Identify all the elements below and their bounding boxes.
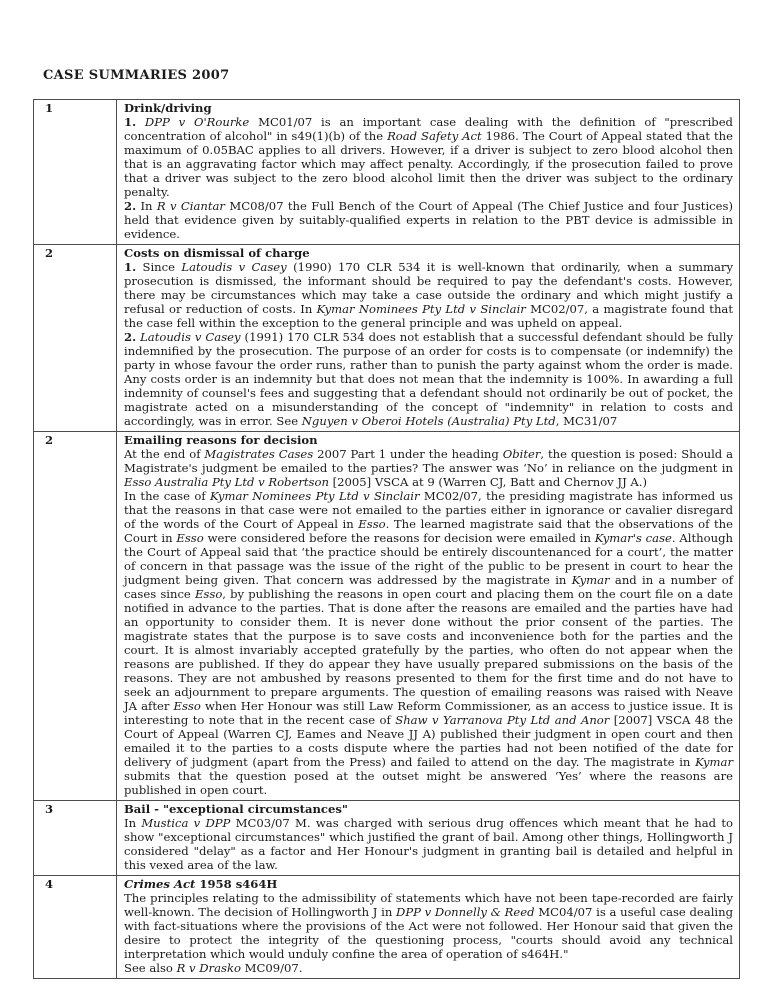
text-segment: submits that the question posed at the outset might be answered ‘Yes’ where the reasons are published in open court.	[124, 769, 733, 797]
case-heading	[124, 246, 733, 260]
case-heading	[124, 877, 733, 891]
text-segment: R v Ciantar	[156, 199, 225, 213]
case-paragraph	[124, 961, 733, 975]
text-segment: Road Safety Act	[387, 129, 482, 143]
text-segment: R v Drasko	[176, 961, 241, 975]
case-summary-cell	[117, 801, 740, 876]
text-segment: , the question is posed: Should a Magistrate's judgment be emailed to the parties? The answer was ‘No’ in reliance on the judgment in	[124, 447, 733, 475]
case-heading	[124, 433, 733, 447]
text-segment: 2.	[124, 199, 137, 213]
case-paragraph	[124, 489, 733, 797]
text-segment	[136, 115, 145, 129]
text-segment: 1958 s464H	[195, 877, 278, 891]
text-segment: In the case of	[124, 489, 210, 503]
text-segment: Latoudis v Casey	[181, 260, 287, 274]
case-heading	[124, 101, 733, 115]
case-paragraph	[124, 447, 733, 489]
case-paragraph	[124, 199, 733, 241]
text-segment: See also	[124, 961, 177, 975]
text-segment: MC08/07 the Full Bench of the Court of Appeal (The Chief Justice and four Justices) held that evidence given by suitably-qualified experts in relation to the PBT device is admissible in evidence.	[124, 199, 733, 241]
case-row	[34, 245, 740, 432]
text-segment: Costs on dismissal of charge	[124, 246, 310, 260]
text-segment: MC02/07, a magistrate found that the case fell within the exception to the general principle and was upheld on appeal.	[124, 302, 733, 330]
text-segment: 2.	[124, 330, 137, 344]
case-summary-cell	[117, 245, 740, 432]
case-heading	[124, 802, 733, 816]
text-segment: Emailing reasons for decision	[124, 433, 318, 447]
text-segment: . The learned magistrate said that the observations of the Court in	[124, 517, 733, 545]
case-summary-cell	[117, 100, 740, 245]
text-segment: , by publishing the reasons in open court and placing them on the court file on a date notified in advance to the parties. That is done after the reasons are emailed and the parties have had an opportunity to consider them. It is never done without the prior consent of the parties. The magistrate states that the purpose is to save costs and inconvenience both for the parties and the court. It is almost invariably accepted gratefully by the parties, who often do not appear when the reasons are published. If they do appear they have usually prepared submissions on the basis of the reasons. They are not ambushed by reasons presented to them for the first time and do not have to seek an adjournment to prepare arguments. The question of emailing reasons was raised with Neave JA after	[124, 587, 733, 713]
text-segment: [2007] VSCA 48 the Court of Appeal (Warren CJ, Eames and Neave JJ A) published their judgment in open court and then emailed it to the parties to a costs dispute where the parties had not been notified of the date for delivery of judgment (apart from the Press) and failed to attend on the day. The magistrate in	[124, 713, 733, 769]
text-segment: MC01/07 is an important case dealing with the definition of "prescribed concentration of alcohol" in s49(1)(b) of the	[124, 115, 733, 143]
case-row	[34, 100, 740, 245]
case-paragraph	[124, 260, 733, 330]
text-segment: In	[124, 816, 142, 830]
text-segment: The principles relating to the admissibility of statements which have not been tape-recorded are fairly well-known. The decision of Hollingworth J in	[124, 891, 733, 919]
case-row	[34, 876, 740, 979]
case-number: 3	[34, 801, 117, 876]
text-segment: were considered before the reasons for decision were emailed in	[203, 531, 595, 545]
text-segment: MC04/07 is a useful case dealing with fact-situations where the provisions of the Act were not followed. Her Honour said that given the desire to protect the integrity of the questioning process, "courts should avoid any technical interpretation which would unduly confine the area of operation of s464H."	[124, 905, 733, 961]
case-row	[34, 801, 740, 876]
text-segment: Kymar Nominees Pty Ltd v Sinclair	[316, 302, 526, 316]
text-segment: . Although the Court of Appeal said that ‘the practice should be entirely discountenanced for a court’, the matter of concern in that passage was the issue of the right of the public to be present in court to hear the judgment being given. That concern was addressed by the magistrate in	[124, 531, 733, 587]
case-number: 2	[34, 245, 117, 432]
text-segment: Esso	[358, 517, 386, 531]
text-segment: Esso	[176, 531, 204, 545]
text-segment: Since	[136, 260, 182, 274]
text-segment: when Her Honour was still Law Reform Commissioner, as an access to justice issue. It is interesting to note that in the recent case of	[124, 699, 733, 727]
text-segment: Esso	[194, 587, 223, 601]
text-segment: Kymar's case	[594, 531, 672, 545]
text-segment: DPP v Donnelly & Reed	[396, 905, 535, 919]
text-segment: Kymar	[571, 573, 610, 587]
text-segment: Mustica v DPP	[141, 816, 231, 830]
text-segment: 1.	[124, 115, 137, 129]
case-summary-cell	[117, 432, 740, 801]
case-paragraph	[124, 115, 733, 199]
text-segment: MC02/07, the presiding magistrate has informed us that the reasons in that case were not emailed to the parties either in ignorance or cavalier disregard of the words of the Court of Appeal in	[124, 489, 733, 531]
case-summary-cell	[117, 876, 740, 979]
text-segment: Obiter	[502, 447, 541, 461]
text-segment: 1.	[124, 260, 137, 274]
text-segment: , MC31/07	[555, 414, 618, 428]
text-segment: Drink/driving	[124, 101, 212, 115]
text-segment: Esso Australia Pty Ltd v Robertson	[124, 475, 329, 489]
text-segment: Magistrates Cases	[204, 447, 314, 461]
text-segment: Bail - "exceptional circumstances"	[124, 802, 348, 816]
text-segment: MC09/07.	[240, 961, 303, 975]
text-segment: [2005] VSCA at 9 (Warren CJ, Batt and Chernov JJ A.)	[328, 475, 647, 489]
case-paragraph	[124, 891, 733, 961]
case-summaries-table	[33, 99, 740, 979]
text-segment: Esso	[173, 699, 201, 713]
case-table-body	[34, 100, 740, 979]
text-segment: Nguyen v Oberoi Hotels (Australia) Pty Ltd	[301, 414, 556, 428]
text-segment: Kymar Nominees Pty Ltd v Sinclair	[209, 489, 420, 503]
case-paragraph	[124, 330, 733, 428]
text-segment: Crimes Act	[124, 877, 196, 891]
text-segment: At the end of	[124, 447, 205, 461]
text-segment: In	[136, 199, 157, 213]
text-segment: DPP v O'Rourke	[144, 115, 250, 129]
text-segment: (1991) 170 CLR 534 does not establish that a successful defendant should be fully indemnified by the prosecution. The purpose of an order for costs is to compensate (or indemnify) the party in whose favour the order runs, rather than to punish the party against whom the order is made. Any costs order is an indemnity but that does not mean that the indemnity is 100%. In awarding a full indemnity of counsel's fees and suggesting that a defendant should not ordinarily be out of pocket, the magistrate acted on a misunderstanding of the concept of "indemnity" in relation to costs and accordingly, was in error. See	[124, 330, 733, 428]
case-number: 2	[34, 432, 117, 801]
text-segment: 2007 Part 1 under the heading	[313, 447, 503, 461]
case-row	[34, 432, 740, 801]
text-segment: 1986. The Court of Appeal stated that the maximum of 0.05BAC applies to all drivers. However, if a driver is subject to zero blood alcohol then that is an aggravating factor which may affect penalty. Accordingly, if the prosecution failed to prove that a driver was subject to the zero blood alcohol limit then the driver was subject to the ordinary penalty.	[124, 129, 733, 199]
text-segment: Shaw v Yarranova Pty Ltd and Anor	[395, 713, 610, 727]
case-number: 4	[34, 876, 117, 979]
case-paragraph	[124, 816, 733, 872]
text-segment: Kymar	[695, 755, 733, 769]
page-title: CASE SUMMARIES 2007	[43, 68, 230, 83]
text-segment: MC03/07 M. was charged with serious drug offences which meant that he had to show "exceptional circumstances" which justified the grant of bail. Among other things, Hollingworth J considered "delay" as a factor and Her Honour's judgment in granting bail is detailed and helpful in this vexed area of the law.	[124, 816, 733, 872]
text-segment: and in a number of cases since	[124, 573, 734, 601]
case-number: 1	[34, 100, 117, 245]
text-segment: (1990) 170 CLR 534 it is well-known that ordinarily, when a summary prosecution is dismissed, the informant should be required to pay the defendant's costs. However, there may be circumstances which may take a case outside the ordinary and which might justify a refusal or reduction of costs. In	[124, 260, 733, 316]
text-segment: Latoudis v Casey	[140, 330, 241, 344]
